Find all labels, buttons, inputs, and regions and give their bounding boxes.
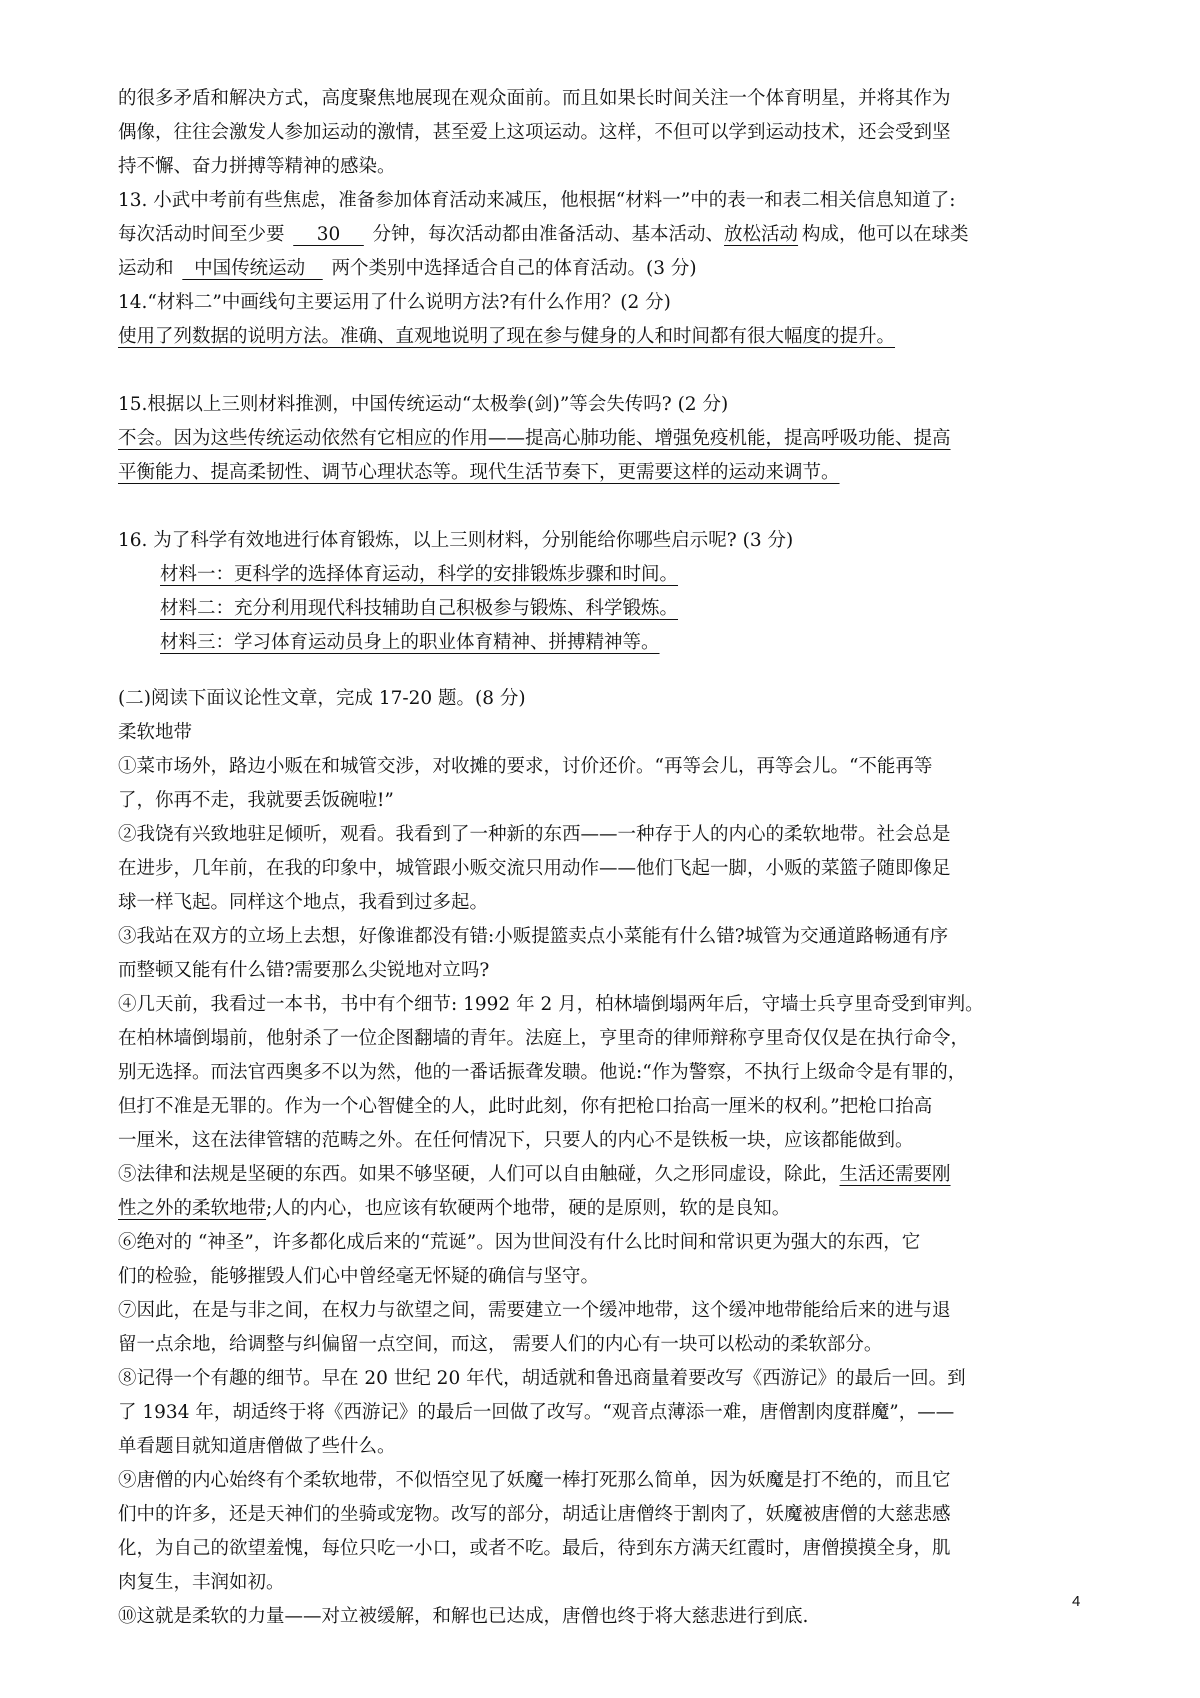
text-line: 持不懈、奋力拼搏等精神的感染。: [118, 156, 396, 177]
text-line: [118, 1192, 1088, 1226]
question-15: [118, 388, 1088, 490]
text-line: [118, 218, 1088, 252]
answer-line: [118, 558, 1088, 592]
text-line: 了 1934 年，胡适终于将《西游记》的最后一回做了改写。“观音点薄添一难，唐僧割肉度群魔”，——: [118, 1402, 955, 1423]
text-segment: ⑤法律和法规是坚硬的东西。如果不够坚硬，人们可以自由触碰，久之形同虚设，除此，: [118, 1164, 840, 1185]
text-line: ⑦因此，在是与非之间，在权力与欲望之间，需要建立一个缓冲地带，这个缓冲地带能给后来的进与退: [118, 1300, 951, 1321]
text-line: 而整顿又能有什么错?需要那么尖锐地对立吗?: [118, 960, 490, 981]
answer-line: [118, 592, 1088, 626]
question-13: [118, 184, 1088, 286]
answer-text: 使用了列数据的说明方法。准确、直观地说明了现在参与健身的人和时间都有很大幅度的提升。: [118, 326, 896, 347]
text-line: 肉复生，丰润如初。: [118, 1572, 285, 1593]
text-segment: 构成，他可以在球类: [802, 224, 969, 245]
answer-blank: 放松活动: [724, 224, 799, 245]
text-line: 化，为自己的欲望羞愧，每位只吃一小口，或者不吃。最后，待到东方满天红霞时，唐僧摸摸全身，肌: [118, 1538, 951, 1559]
text-line: 们中的许多，还是天神们的坐骑或宠物。改写的部分，胡适让唐僧终于割肉了，妖魔被唐僧的大慈悲感: [118, 1504, 951, 1525]
question-16: [118, 524, 1088, 660]
text-segment: 每次活动时间至少要: [118, 224, 285, 245]
text-line: 单看题目就知道唐僧做了些什么。: [118, 1436, 396, 1457]
page-number: 4: [1072, 1593, 1081, 1610]
underlined-sentence: 生活还需要刚: [839, 1164, 951, 1185]
question-text: 15.根据以上三则材料推测，中国传统运动“太极拳(剑)”等会失传吗? (2 分): [118, 394, 729, 415]
text-line: 别无选择。而法官西奥多不以为然，他的一番话振聋发聩。他说:“作为警察，不执行上级命令是有罪的，: [118, 1062, 967, 1083]
text-line: ③我站在双方的立场上去想，好像谁都没有错:小贩提篮卖点小菜能有什么错?城管为交通道路畅通有序: [118, 926, 949, 947]
text-line: 在柏林墙倒塌前，他射杀了一位企图翻墙的青年。法庭上，亨里奇的律师辩称亨里奇仅仅是在执行命令，: [118, 1028, 970, 1049]
answer-text: 不会。因为这些传统运动依然有它相应的作用——提高心肺功能、增强免疫机能，提高呼吸功能、提高: [118, 428, 951, 449]
underlined-sentence: 性之外的柔软地带: [118, 1198, 267, 1219]
text-line: 的很多矛盾和解决方式，高度聚焦地展现在观众面前。而且如果长时间关注一个体育明星，并将其作为: [118, 88, 951, 109]
question-text: 14.“材料二”中画线句主要运用了什么说明方法?有什么作用？(2 分): [118, 292, 671, 313]
answer-text: 材料三：学习体育运动员身上的职业体育精神、拼搏精神等。: [160, 632, 660, 653]
answer-blank: 中国传统运动: [182, 258, 323, 279]
text-line: 在进步，几年前，在我的印象中，城管跟小贩交流只用动作——他们飞起一脚，小贩的菜篮子随即像足: [118, 858, 951, 879]
text-line: ⑩这就是柔软的力量——对立被缓解，和解也已达成，唐僧也终于将大慈悲进行到底.: [118, 1606, 809, 1627]
document-body: [118, 82, 1088, 1634]
section-heading: (二)阅读下面议论性文章，完成 17-20 题。(8 分): [118, 688, 526, 709]
text-line: 留一点余地，给调整与纠偏留一点空间，而这， 需要人们的内心有一块可以松动的柔软部分。: [118, 1334, 883, 1355]
text-line: [118, 252, 1088, 286]
text-line: 但打不准是无罪的。作为一个心智健全的人，此时此刻，你有把枪口抬高一厘米的权利。”把枪口抬高: [118, 1096, 933, 1117]
answer-text: 平衡能力、提高柔韧性、调节心理状态等。现代生活节奏下，更需要这样的运动来调节。: [118, 462, 840, 483]
answer-text: 材料二：充分利用现代科技辅助自己积极参与锻炼、科学锻炼。: [160, 598, 679, 619]
text-line: [118, 1158, 1088, 1192]
text-segment: 两个类别中选择适合自己的体育活动。(3 分): [331, 258, 697, 279]
answer-line: [118, 626, 1088, 660]
text-line: ⑨唐僧的内心始终有个柔软地带，不似悟空见了妖魔一棒打死那么简单，因为妖魔是打不绝的，而且它: [118, 1470, 951, 1491]
text-line: ⑧记得一个有趣的细节。早在 20 世纪 20 年代，胡适就和鲁迅商量着要改写《西游记》的最后一回。到: [118, 1368, 966, 1389]
text-line: 球一样飞起。同样这个地点，我看到过多起。: [118, 892, 489, 913]
text-line: ②我饶有兴致地驻足倾听，观看。我看到了一种新的东西——一种存于人的内心的柔软地带。社会总是: [118, 824, 951, 845]
text-line: 13. 小武中考前有些焦虑，准备参加体育活动来减压，他根据“材料一”中的表一和表二相关信息知道了:: [118, 190, 956, 211]
article-title: 柔软地带: [118, 722, 193, 743]
text-line: 一厘米，这在法律管辖的范畴之外。在任何情况下，只要人的内心不是铁板一块，应该都能做到。: [118, 1130, 914, 1151]
text-line: 偶像，往往会激发人参加运动的激情，甚至爱上这项运动。这样，不但可以学到运动技术，还会受到坚: [118, 122, 951, 143]
text-line: ④几天前，我看过一本书，书中有个细节: 1992 年 2 月，柏林墙倒塌两年后，守墙士兵亨里奇受到审判。: [118, 994, 984, 1015]
text-line: ①菜市场外，路边小贩在和城管交涉，对收摊的要求，讨价还价。“再等会儿，再等会儿。“不能再等: [118, 756, 933, 777]
text-line: ⑥绝对的 “神圣”，许多都化成后来的“荒诞”。因为世间没有什么比时间和常识更为强大的东西，它: [118, 1232, 921, 1253]
spacer: [118, 660, 1088, 682]
text-segment: 分钟，每次活动都由准备活动、基本活动、: [372, 224, 725, 245]
answer-blank: 30: [293, 224, 364, 245]
spacer: [118, 490, 1088, 524]
question-14: [118, 286, 1088, 354]
text-segment: 运动和: [118, 258, 174, 279]
text-segment: ;人的内心，也应该有软硬两个地带，硬的是原则，软的是良知。: [266, 1198, 791, 1219]
question-text: 16. 为了科学有效地进行体育锻炼，以上三则材料，分别能给你哪些启示呢? (3 分): [118, 530, 794, 551]
reading-section-2: [118, 682, 1088, 1634]
answer-text: 材料一：更科学的选择体育运动，科学的安排锻炼步骤和时间。: [160, 564, 679, 585]
spacer: [118, 354, 1088, 388]
text-line: 们的检验，能够摧毁人们心中曾经毫无怀疑的确信与坚守。: [118, 1266, 600, 1287]
text-line: 了，你再不走，我就要丢饭碗啦!”: [118, 790, 394, 811]
